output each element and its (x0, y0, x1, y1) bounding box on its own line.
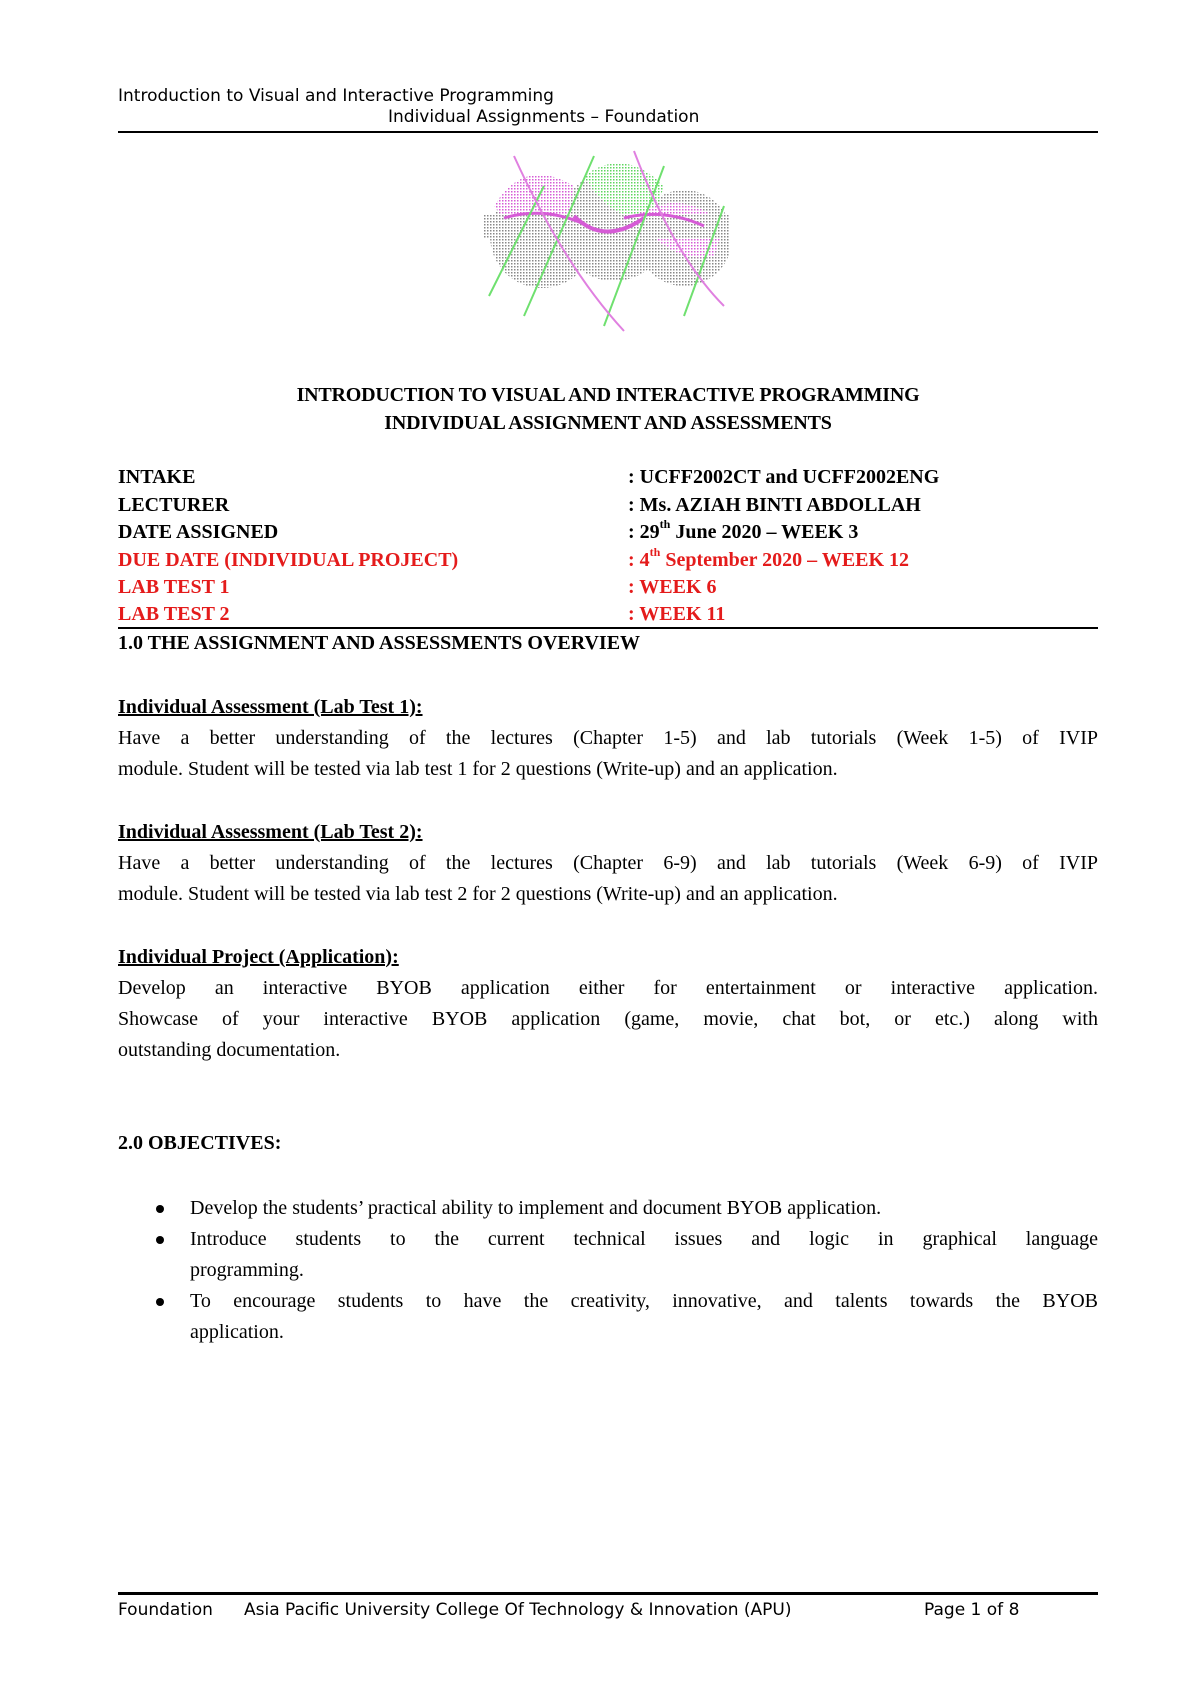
header-subtitle: Individual Assignments – Foundation (388, 107, 700, 127)
info-row-date-assigned (118, 517, 1098, 549)
block-title-project: Individual Project (Application): (118, 946, 399, 968)
block-title-lab-test-1: Individual Assessment (Lab Test 1): (118, 696, 423, 718)
footer-institution: Asia Pacific University College Of Technology & Innovation (APU) (244, 1600, 792, 1620)
info-divider (118, 627, 1098, 629)
section-heading-overview: 1.0 THE ASSIGNMENT AND ASSESSMENTS OVERVIEW (118, 632, 641, 654)
info-label: LECTURER (118, 494, 230, 516)
info-value: : WEEK 11 (628, 603, 726, 625)
section-heading-objectives: 2.0 OBJECTIVES: (118, 1132, 282, 1154)
document-title: INTRODUCTION TO VISUAL AND INTERACTIVE PROGRAMMING (296, 384, 920, 406)
info-value: : Ms. AZIAH BINTI ABDOLLAH (628, 494, 921, 516)
info-label: DATE ASSIGNED (118, 521, 279, 543)
block-title-lab-test-2: Individual Assessment (Lab Test 2): (118, 821, 423, 843)
info-value: : 29th June 2020 – WEEK 3 (628, 517, 859, 543)
block-text-lab-test-1: Have a better understanding of the lectures (Chapter 1-5) and lab tutorials (Week 1-5) of IVIP module. Student will be tested via lab test 1 for 2 questions (Write-up) and an application. (118, 727, 1098, 780)
list-item: Develop the students’ practical ability to implement and document BYOB application. (118, 1193, 1098, 1224)
footer-page-number: Page 1 of 8 (924, 1600, 1020, 1620)
info-label: INTAKE (118, 466, 196, 488)
objectives-list (118, 1193, 1098, 1348)
info-label: LAB TEST 2 (118, 603, 230, 625)
info-label: LAB TEST 1 (118, 576, 230, 598)
block-text-project: Develop an interactive BYOB application either for entertainment or interactive application. Showcase of your interactive BYOB application (game, movie, chat bot, or etc.) along with outstanding documentation. (118, 977, 1098, 1061)
document-subtitle: INDIVIDUAL ASSIGNMENT AND ASSESSMENTS (384, 412, 832, 434)
list-item: Introduce students to the current technical issues and logic in graphical language programming. (118, 1224, 1098, 1286)
byob-logo-icon (484, 146, 730, 336)
info-value: : 4th September 2020 – WEEK 12 (628, 545, 910, 571)
header-course-title: Introduction to Visual and Interactive Programming (118, 86, 554, 106)
info-row-lab-test-1 (118, 576, 1098, 604)
footer-department: Foundation (118, 1600, 213, 1620)
bullet-icon (156, 1205, 164, 1213)
info-row-lecturer (118, 494, 1098, 522)
info-row-due-date (118, 545, 1098, 577)
info-row-intake (118, 466, 1098, 494)
info-value: : UCFF2002CT and UCFF2002ENG (628, 466, 940, 488)
info-label: DUE DATE (INDIVIDUAL PROJECT) (118, 549, 459, 571)
footer-divider (118, 1592, 1098, 1595)
bullet-icon (156, 1236, 164, 1244)
block-text-lab-test-2: Have a better understanding of the lectures (Chapter 6-9) and lab tutorials (Week 6-9) of IVIP module. Student will be tested via lab test 2 for 2 questions (Write-up) and an application. (118, 852, 1098, 905)
header-divider (118, 131, 1098, 133)
bullet-icon (156, 1298, 164, 1306)
list-item: To encourage students to have the creativity, innovative, and talents towards the BYOB application. (118, 1286, 1098, 1348)
info-value: : WEEK 6 (628, 576, 717, 598)
